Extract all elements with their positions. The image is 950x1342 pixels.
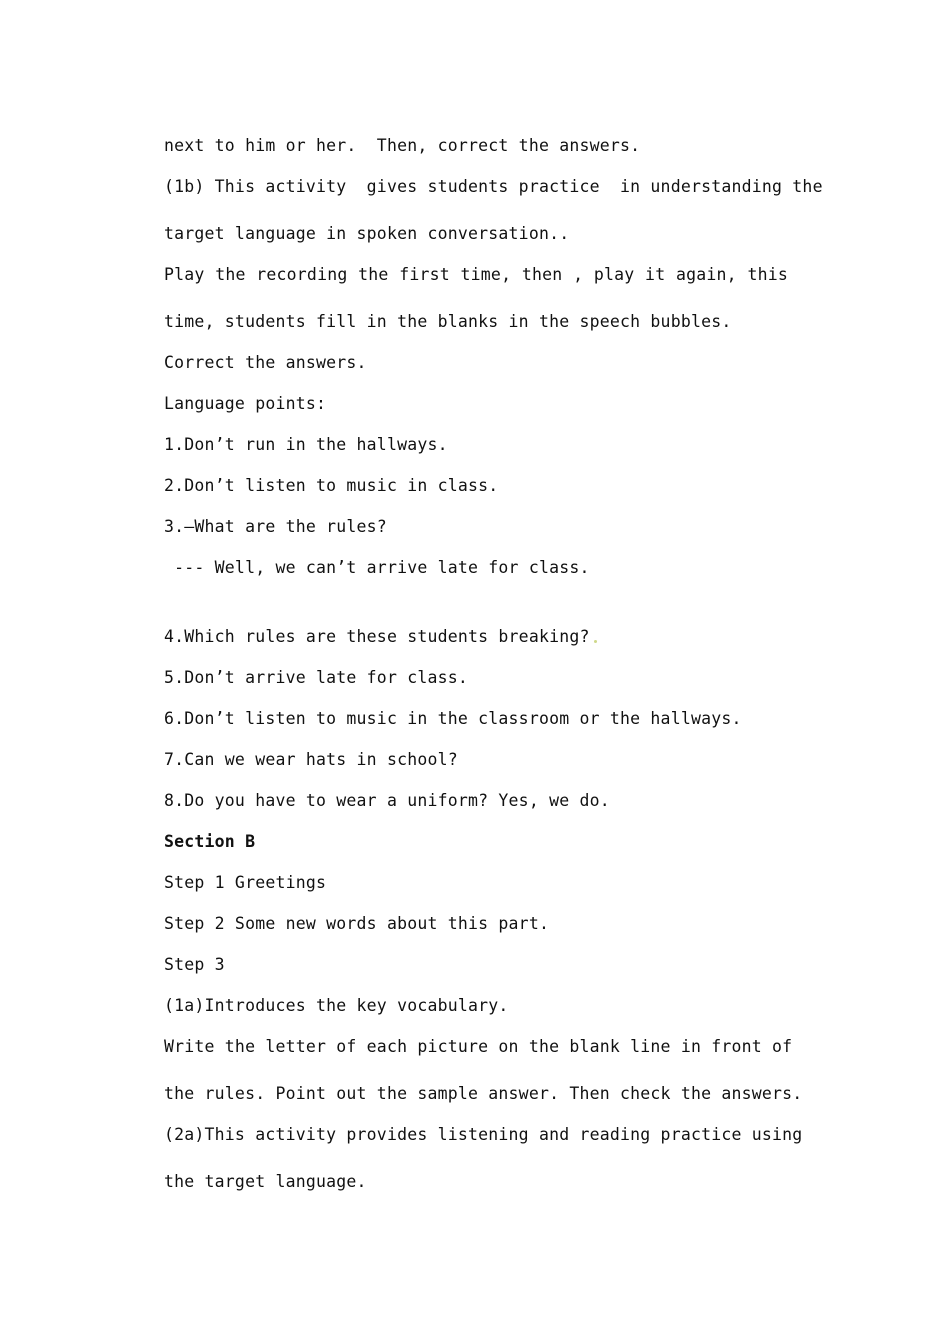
- text-line: Correct the answers.: [164, 353, 367, 372]
- list-item: 1.Don’t run in the hallways.: [164, 435, 448, 454]
- list-item: --- Well, we can’t arrive late for class.: [164, 558, 590, 577]
- text-line: Step 1 Greetings: [164, 873, 327, 892]
- list-item: 6.Don’t listen to music in the classroom or the hallways.: [164, 709, 742, 728]
- list-item: 2.Don’t listen to music in class.: [164, 476, 499, 495]
- list-item: 8.Do you have to wear a uniform? Yes, we do.: [164, 791, 610, 810]
- text-line: target language in spoken conversation..: [164, 224, 570, 243]
- text-line: Step 3: [164, 955, 225, 974]
- text-line-part: Write the letter of each picture on the blank line in front of: [164, 1037, 793, 1056]
- text-line: [164, 176, 823, 198]
- text-line: [164, 264, 788, 286]
- section-heading: Section B: [164, 832, 256, 851]
- text-line: [164, 1036, 793, 1058]
- list-item: 3.—What are the rules?: [164, 517, 387, 536]
- document-page: [164, 0, 823, 1342]
- text-line: next to him or her. Then, correct the answers.: [164, 136, 641, 155]
- text-line: Language points:: [164, 394, 327, 413]
- text-line: Step 2 Some new words about this part.: [164, 914, 550, 933]
- text-line-part: Play the recording the first time, then , play it again, this: [164, 265, 788, 284]
- text-line-part: (1b) This activity gives students practice in understanding the: [164, 177, 823, 196]
- text-line-part: (2a)This activity provides listening and reading practice using: [164, 1125, 803, 1144]
- text-line: the target language.: [164, 1172, 367, 1191]
- text-line: [164, 1124, 803, 1146]
- list-item: 5.Don’t arrive late for class.: [164, 668, 469, 687]
- list-item: 4.Which rules are these students breaking?: [164, 627, 590, 646]
- text-line: the rules. Point out the sample answer. Then check the answers.: [164, 1084, 803, 1103]
- stray-mark: [594, 640, 597, 643]
- list-item: 7.Can we wear hats in school?: [164, 750, 458, 769]
- text-line: (1a)Introduces the key vocabulary.: [164, 996, 509, 1015]
- text-line: time, students fill in the blanks in the speech bubbles.: [164, 312, 732, 331]
